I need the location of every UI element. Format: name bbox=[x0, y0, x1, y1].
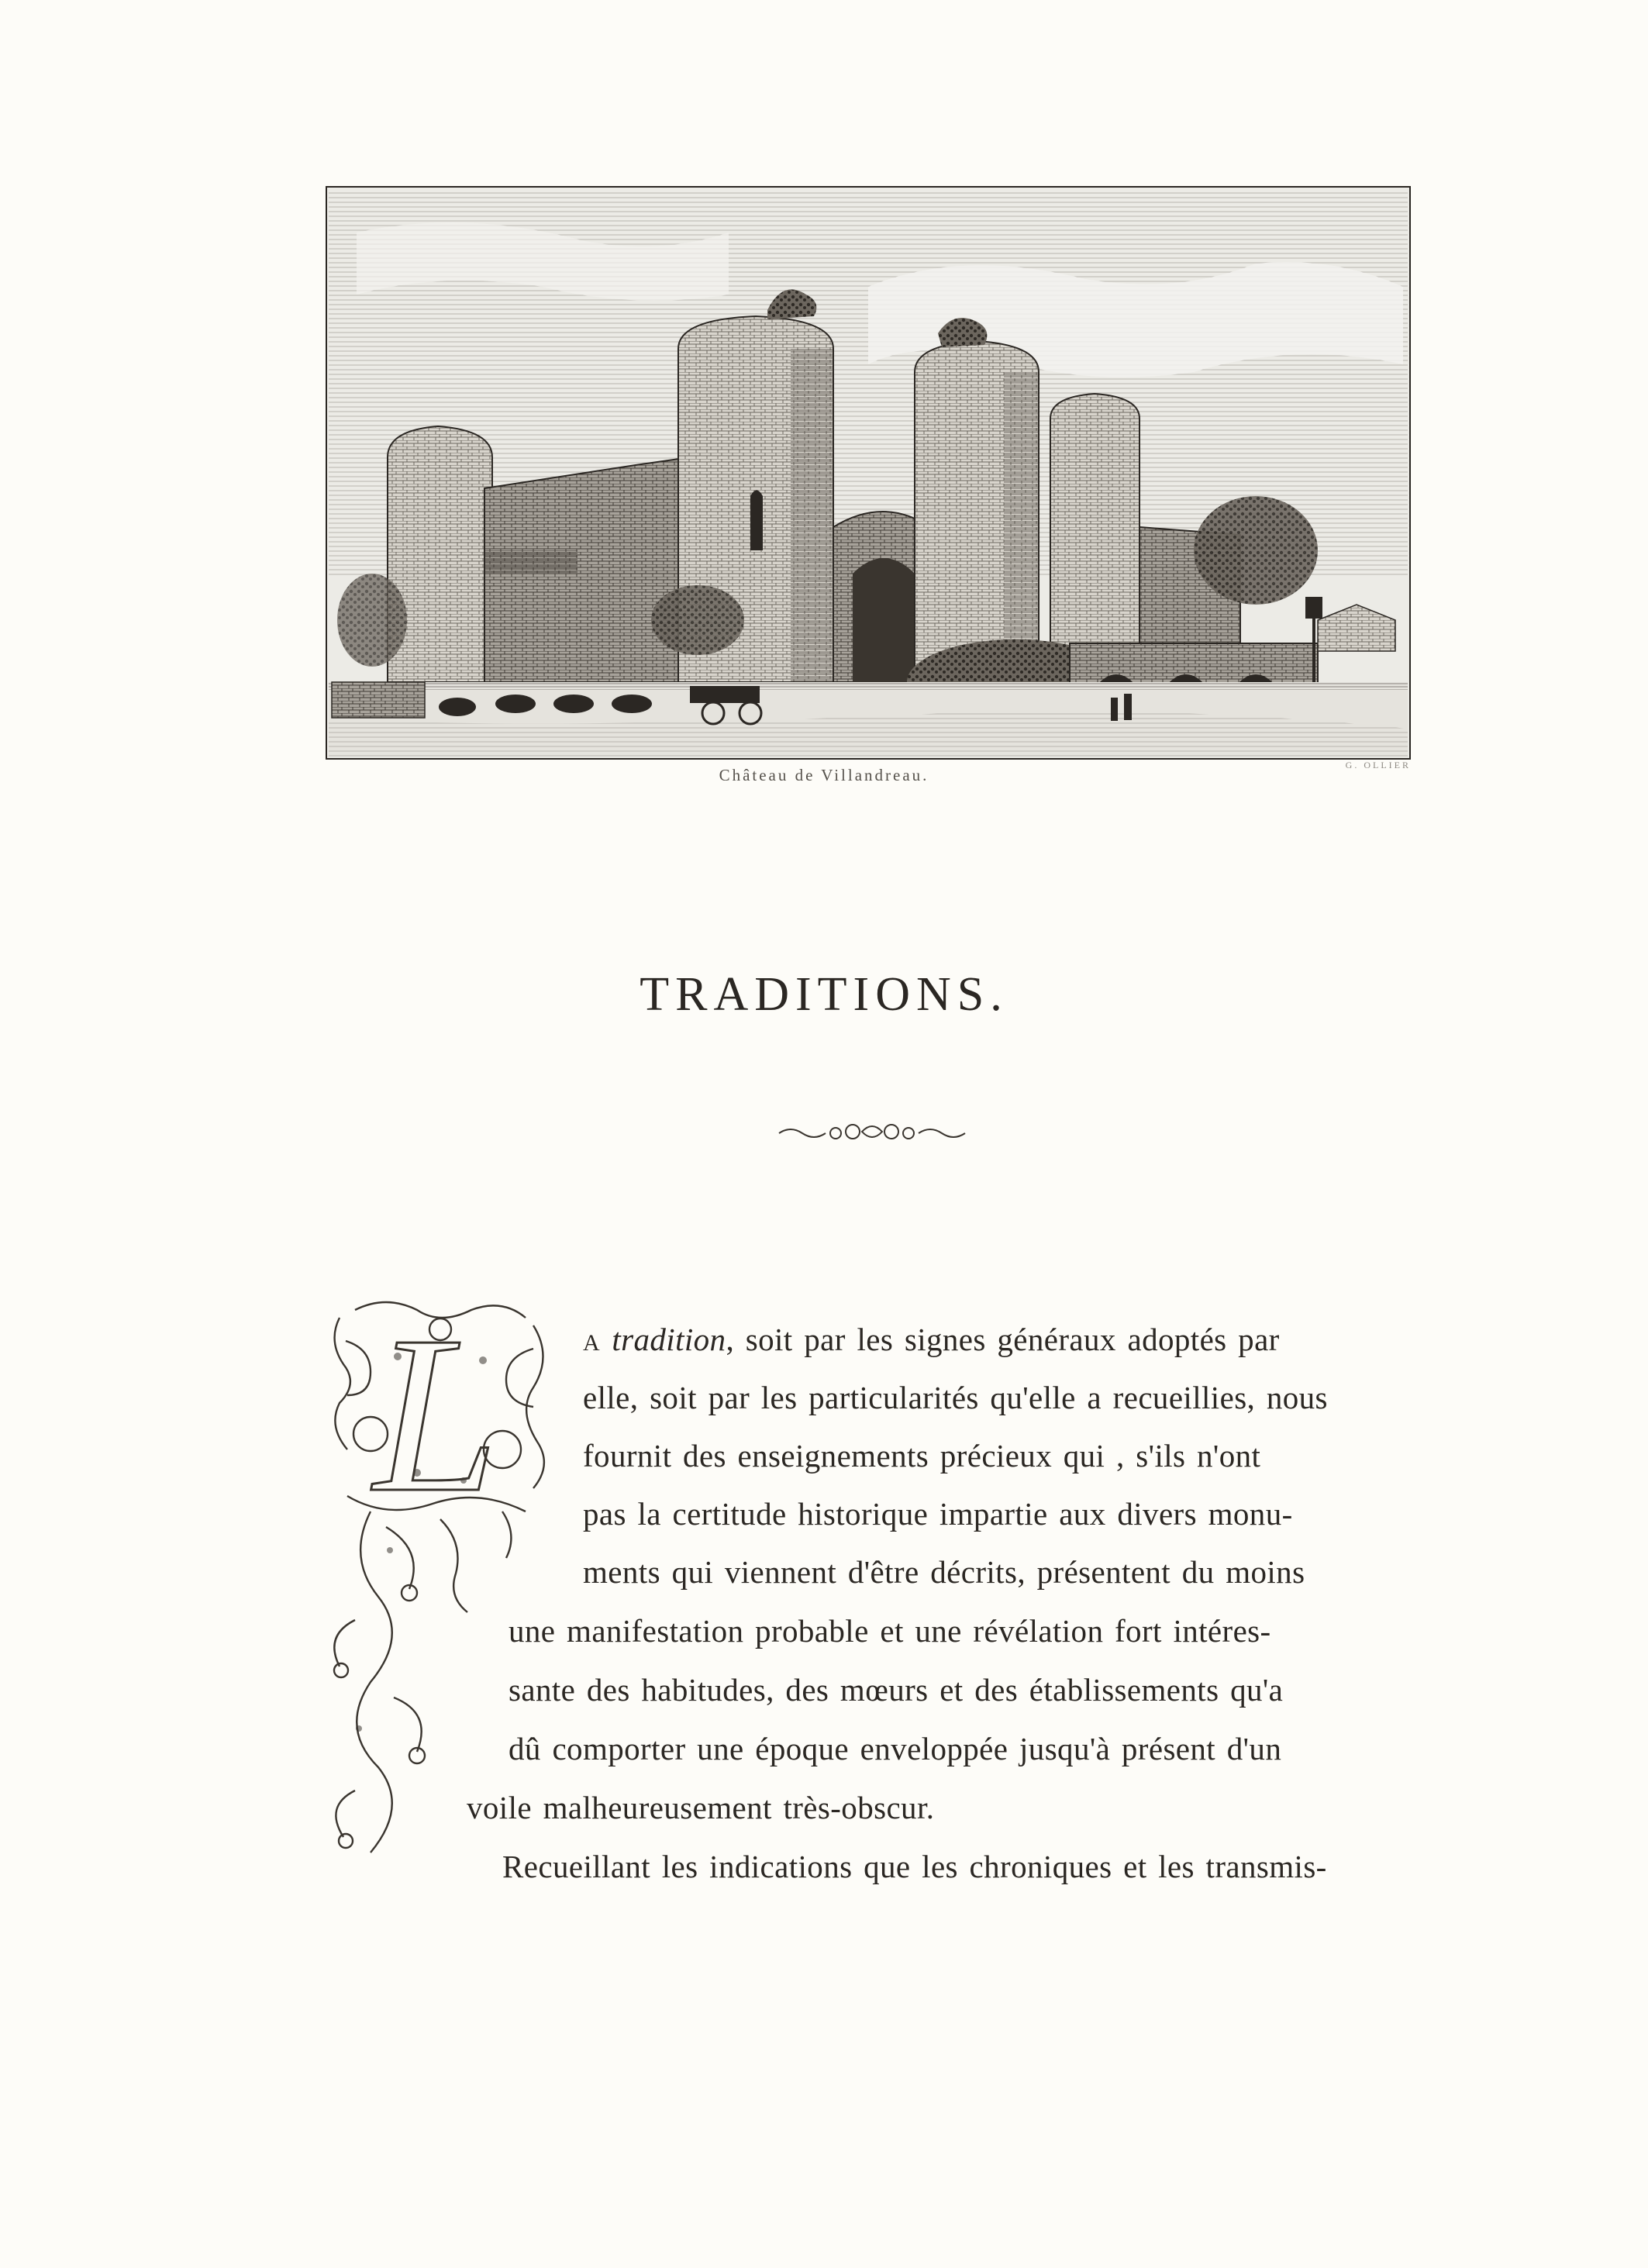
text-line-9: voile malheureusement très-obscur. bbox=[467, 1790, 935, 1825]
chateau-engraving bbox=[326, 186, 1411, 760]
first-line-rest: , soit par les signes généraux adoptés par bbox=[726, 1322, 1280, 1357]
text-line-2: elle, soit par les particularités qu'elle a recueillies, nous bbox=[583, 1380, 1328, 1415]
text-line-3: fournit des enseignements précieux qui , s'ils n'ont bbox=[583, 1438, 1261, 1474]
fleuron-ornament-icon bbox=[775, 1116, 969, 1147]
engraver-signature: G. OLLIER bbox=[1345, 760, 1411, 770]
text-line-8: dû comporter une époque enveloppée jusqu'à présent d'un bbox=[509, 1731, 1282, 1766]
text-line-10: Recueillant les indications que les chroniques et les transmis- bbox=[502, 1849, 1327, 1884]
engraving-caption: Château de Villandreau. bbox=[719, 766, 929, 784]
first-word-small-cap: A bbox=[583, 1330, 601, 1356]
text-line-1 bbox=[583, 1321, 1280, 1358]
first-word-italic: tradition bbox=[612, 1322, 726, 1357]
ornamental-initial bbox=[324, 1290, 557, 1884]
text-line-6: une manifestation probable et une révélation fort intéres- bbox=[509, 1613, 1271, 1649]
initial-letter: L bbox=[374, 1290, 499, 1539]
text-line-4: pas la certitude historique impartie aux divers monu- bbox=[583, 1496, 1293, 1532]
text-line-5: ments qui viennent d'être décrits, présentent du moins bbox=[583, 1554, 1305, 1590]
text-line-7: sante des habitudes, des mœurs et des établissements qu'a bbox=[509, 1672, 1284, 1708]
chapter-title: TRADITIONS. bbox=[640, 968, 1008, 1021]
